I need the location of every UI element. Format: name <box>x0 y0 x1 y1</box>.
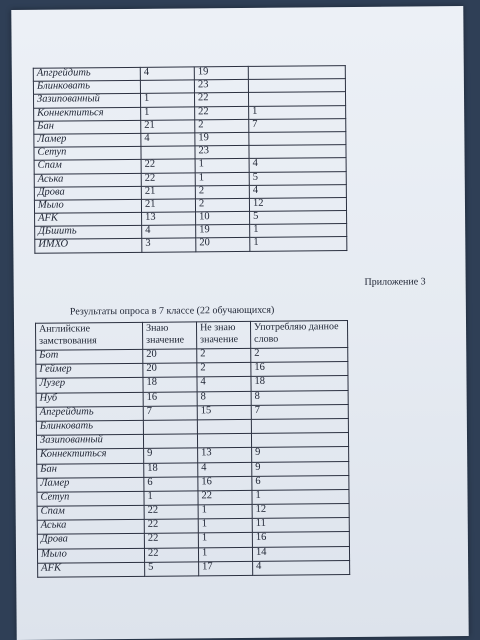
cell-dont-know <box>197 434 251 449</box>
cell-dont-know: 10 <box>196 211 250 225</box>
cell-use: 1 <box>250 237 347 251</box>
cell-use <box>249 132 346 146</box>
cell-know: 1 <box>140 93 194 107</box>
cell-dont-know: 19 <box>195 132 249 146</box>
cell-word: Зазипованный <box>36 434 143 449</box>
cell-know: 22 <box>144 533 198 548</box>
cell-know: 21 <box>141 199 195 213</box>
cell-word: Спам <box>34 160 141 174</box>
cell-dont-know: 2 <box>197 348 251 363</box>
cell-use: 16 <box>252 532 349 547</box>
cell-know: 22 <box>141 172 195 186</box>
cell-word: Ламер <box>34 133 141 147</box>
survey-table-continued-body <box>33 66 347 253</box>
cell-word: Нуб <box>36 392 143 407</box>
cell-know: 5 <box>145 562 199 577</box>
cell-use <box>249 145 346 159</box>
cell-word: Бот <box>36 349 143 364</box>
cell-word: Бан <box>34 120 141 134</box>
cell-use: 9 <box>252 461 349 476</box>
cell-dont-know: 4 <box>197 377 251 392</box>
cell-word: Коннектиться <box>34 107 141 121</box>
cell-dont-know: 8 <box>197 391 251 406</box>
cell-dont-know: 20 <box>196 238 250 252</box>
cell-word: Коннектиться <box>37 449 144 464</box>
cell-know: 13 <box>142 212 196 226</box>
cell-word: Мыло <box>37 548 144 563</box>
cell-dont-know: 1 <box>198 519 252 534</box>
cell-use <box>251 418 348 433</box>
cell-dont-know: 1 <box>198 547 252 562</box>
cell-know: 1 <box>144 491 198 506</box>
cell-word: Ламер <box>37 477 144 492</box>
cell-word: Сетуп <box>37 491 144 506</box>
cell-dont-know: 4 <box>198 462 252 477</box>
cell-know: 16 <box>143 391 197 406</box>
cell-dont-know: 1 <box>198 533 252 548</box>
cell-use: 4 <box>249 158 346 172</box>
cell-dont-know: 22 <box>194 93 248 107</box>
cell-word: Мыло <box>34 199 141 213</box>
cell-use: 18 <box>251 376 348 391</box>
cell-know <box>143 420 197 435</box>
cell-use <box>248 79 345 93</box>
cell-know: 22 <box>144 519 198 534</box>
cell-dont-know: 1 <box>195 159 249 173</box>
cell-dont-know: 17 <box>199 561 253 576</box>
cell-dont-know: 2 <box>195 185 249 199</box>
header-know-meaning: Знаю значение <box>142 322 196 349</box>
cell-know: 7 <box>143 406 197 421</box>
cell-dont-know: 15 <box>197 405 251 420</box>
cell-use: 11 <box>252 518 349 533</box>
survey-table-continued <box>33 65 348 253</box>
cell-use <box>251 433 348 448</box>
cell-dont-know: 22 <box>195 106 249 120</box>
cell-use: 12 <box>249 197 346 211</box>
cell-use: 1 <box>249 105 346 119</box>
cell-word: Аська <box>34 173 141 187</box>
survey-table-grade-7 <box>35 320 350 578</box>
cell-know <box>141 146 195 160</box>
cell-word: Спам <box>37 505 144 520</box>
cell-know: 21 <box>141 186 195 200</box>
cell-word: Сетуп <box>34 146 141 160</box>
cell-know: 21 <box>141 120 195 134</box>
cell-use <box>248 92 345 106</box>
cell-word: Блинковать <box>33 81 140 95</box>
appendix-label: Приложение 3 <box>364 276 426 288</box>
cell-dont-know: 13 <box>198 448 252 463</box>
cell-dont-know: 19 <box>196 225 250 239</box>
table-caption: Результаты опроса в 7 классе (22 обучающихся) <box>69 304 275 318</box>
cell-dont-know: 1 <box>198 504 252 519</box>
table-header-row <box>35 321 347 351</box>
cell-word: Бан <box>37 463 144 478</box>
cell-word: Дрова <box>37 534 144 549</box>
cell-use: 7 <box>249 118 346 132</box>
cell-use: 8 <box>251 390 348 405</box>
cell-word: ИМХО <box>35 239 142 253</box>
cell-use: 1 <box>252 489 349 504</box>
cell-word: AFK <box>35 212 142 226</box>
cell-know <box>143 434 197 449</box>
cell-use: 2 <box>251 348 348 363</box>
header-use-word: Употребляю данное слово <box>250 321 347 349</box>
table-row <box>35 237 347 253</box>
header-dont-know-meaning: Не знаю значение <box>196 321 250 348</box>
cell-use: 7 <box>251 404 348 419</box>
cell-dont-know <box>197 419 251 434</box>
cell-know: 6 <box>144 477 198 492</box>
cell-know: 4 <box>142 225 196 239</box>
cell-use: 5 <box>249 171 346 185</box>
cell-dont-know: 2 <box>197 363 251 378</box>
cell-word: AFK <box>38 562 145 577</box>
cell-know <box>140 80 194 94</box>
cell-word: ДБшить <box>35 226 142 240</box>
cell-dont-know: 1 <box>195 172 249 186</box>
cell-dont-know: 19 <box>194 66 248 80</box>
survey-table-grade-7-body <box>36 348 350 578</box>
cell-know: 18 <box>143 377 197 392</box>
cell-dont-know: 23 <box>195 146 249 160</box>
cell-use: 4 <box>249 184 346 198</box>
cell-know: 20 <box>143 349 197 364</box>
cell-use: 4 <box>253 560 350 575</box>
cell-use: 12 <box>252 504 349 519</box>
cell-word: Апгрейдить <box>33 67 140 81</box>
cell-use: 16 <box>251 362 348 377</box>
cell-know: 1 <box>141 106 195 120</box>
cell-use: 5 <box>250 211 347 225</box>
document-page <box>11 6 468 640</box>
cell-know: 4 <box>141 133 195 147</box>
cell-use: 6 <box>252 475 349 490</box>
cell-use <box>248 66 345 80</box>
cell-know: 20 <box>143 363 197 378</box>
cell-dont-know: 22 <box>198 490 252 505</box>
cell-know: 18 <box>144 462 198 477</box>
cell-dont-know: 23 <box>194 80 248 94</box>
cell-know: 4 <box>140 67 194 81</box>
cell-dont-know: 2 <box>195 119 249 133</box>
cell-use: 1 <box>250 224 347 238</box>
cell-word: Дрова <box>34 186 141 200</box>
cell-word: Блинковать <box>36 420 143 435</box>
cell-know: 22 <box>144 505 198 520</box>
cell-know: 22 <box>141 159 195 173</box>
cell-use: 9 <box>252 447 349 462</box>
cell-know: 3 <box>142 238 196 252</box>
cell-dont-know: 16 <box>198 476 252 491</box>
cell-word: Апгрейдить <box>36 406 143 421</box>
cell-use: 14 <box>252 546 349 561</box>
cell-know: 9 <box>144 448 198 463</box>
table-row <box>38 560 350 577</box>
header-borrowings: Английские замствования <box>35 322 142 350</box>
cell-dont-know: 2 <box>195 198 249 212</box>
cell-know: 22 <box>144 547 198 562</box>
cell-word: Лузер <box>36 378 143 393</box>
cell-word: Зазипованный <box>33 94 140 108</box>
cell-word: Геймер <box>36 364 143 379</box>
cell-word: Аська <box>37 520 144 535</box>
